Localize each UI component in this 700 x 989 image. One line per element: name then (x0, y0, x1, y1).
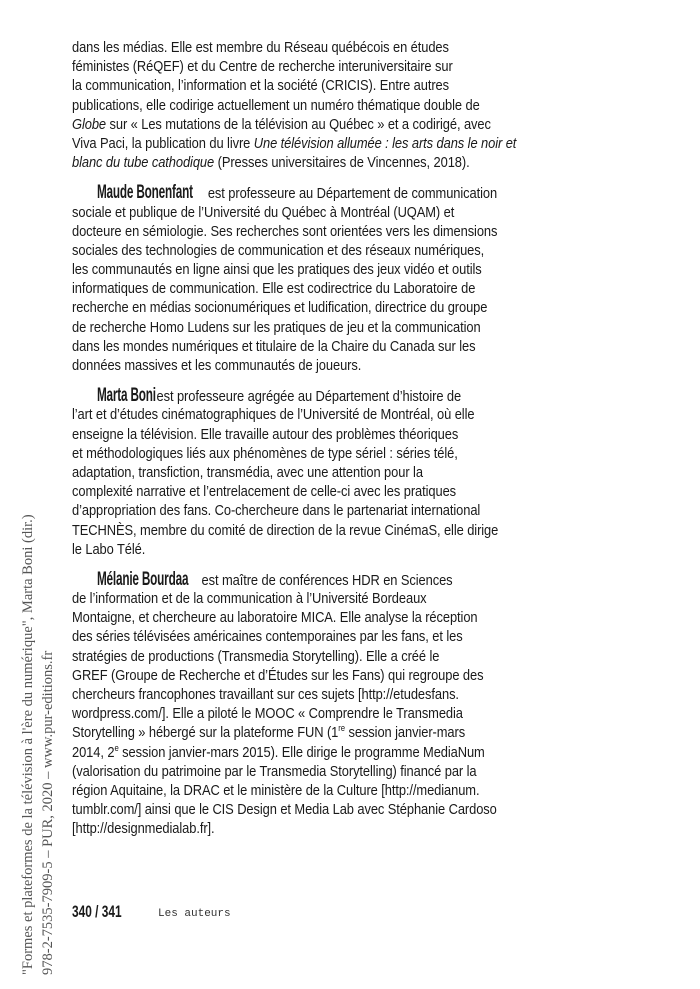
text-segment: le Labo Télé. (72, 540, 146, 558)
text-segment: Viva Paci, la publication du livre (72, 134, 254, 152)
text-line (72, 685, 588, 704)
text-segment: sur « Les mutations de la télévision au Québec » et a codirigé, avec (105, 115, 491, 133)
author-bio (72, 386, 672, 559)
text-segment: les communautés en ligne ainsi que les pratiques des jeux vidéo et outils (72, 261, 482, 279)
text-line (72, 279, 588, 298)
text-segment: [http://designmedialab.fr]. (72, 820, 215, 838)
text-segment: l’art et d’études cinématographiques de l’Université de Montréal, où elle (72, 406, 475, 424)
text-line (72, 318, 588, 337)
text-segment: informatiques de communication. Elle est codirectrice du Laboratoire de (72, 280, 476, 298)
italic-title: blanc du tube cathodique (72, 154, 215, 172)
text-line (72, 222, 588, 241)
text-line (72, 425, 588, 444)
text-segment: de l’information et de la communication à l’Université Bordeaux (72, 590, 427, 608)
italic-title: Globe (72, 115, 106, 133)
text-line (72, 405, 588, 424)
text-segment: des séries télévisées américaines contemporaines par les fans, et les (72, 628, 463, 646)
text-segment: (valorisation du patrimoine par le Transmedia Storytelling) financé par la (72, 762, 477, 780)
text-segment: dans les mondes numériques et titulaire de la Chaire du Canada sur les (72, 337, 476, 355)
italic-title: Une télévision allumée : les arts dans le noir et (253, 134, 517, 152)
text-line (72, 241, 588, 260)
text-line (72, 386, 588, 405)
text-line (72, 153, 588, 172)
text-line (72, 356, 588, 375)
text-segment: d’appropriation des fans. Co-chercheure dans le partenariat international (72, 502, 481, 520)
text-line (72, 463, 588, 482)
text-segment: données massives et les communautés de joueurs. (72, 357, 362, 374)
text-segment: Storytelling » hébergé sur la plateforme FUN (1 (72, 724, 339, 742)
text-segment: wordpress.com/]. Elle a piloté le MOOC « Comprendre le Transmedia (72, 705, 463, 723)
text-segment: est professeure au Département de communication (204, 185, 498, 203)
side-citation (18, 514, 58, 975)
text-line (72, 762, 588, 781)
text-segment: GREF (Groupe de Recherche et d’Études sur les Fans) qui regroupe des (72, 666, 484, 684)
text-segment: région Aquitaine, la DRAC et le ministère de la Culture [http://medianum. (72, 781, 480, 799)
text-line (72, 183, 588, 202)
text-line (72, 134, 588, 153)
text-line (72, 704, 588, 723)
text-line (72, 115, 588, 134)
text-line (72, 781, 588, 800)
text-segment: docteure en sémiologie. Ses recherches sont orientées vers les dimensions (72, 222, 498, 240)
text-segment: enseigne la télévision. Elle travaille autour des problèmes théoriques (72, 425, 459, 443)
text-segment: sociales des technologies de communication et des réseaux numériques, (72, 241, 485, 259)
text-line (72, 260, 588, 279)
text-line (72, 444, 588, 463)
text-segment: Montaigne, et chercheure au laboratoire MICA. Elle analyse la réception (72, 609, 478, 627)
author-bio (72, 570, 672, 839)
text-line (72, 589, 588, 608)
text-segment: chercheurs francophones travaillant sur ces sujets [http://etudesfans. (72, 686, 459, 703)
text-line (72, 743, 588, 762)
text-segment: TECHNÈS, membre du comité de direction de la revue CinémaS, elle dirige (72, 521, 499, 539)
text-segment: session janvier-mars 2015). Elle dirige le programme MediaNum (118, 743, 485, 761)
text-segment: de recherche Homo Ludens sur les pratiques de jeu et la communication (72, 318, 481, 336)
text-line (72, 540, 588, 559)
text-line (72, 482, 588, 501)
text-segment: est maître de conférences HDR en Sciences (198, 571, 453, 589)
text-line (72, 203, 588, 222)
text-line (72, 76, 588, 95)
ordinal-suffix: e (114, 742, 119, 753)
author-name: Maude Bonenfant (96, 182, 193, 204)
text-line (72, 96, 588, 115)
text-line (72, 570, 588, 589)
side-citation-title: "Formes et plateformes de la télévision à l'ère du numérique", Marta Boni (dir.) (20, 514, 36, 975)
text-line (72, 38, 588, 57)
text-line (72, 819, 588, 838)
text-segment: stratégies de productions (Transmedia Storytelling). Elle a créé le (72, 647, 440, 665)
text-segment: session janvier-mars (344, 724, 466, 742)
text-segment: sociale et publique de l’Université du Québec à Montréal (UQAM) et (72, 203, 455, 221)
text-segment: 2014, 2 (72, 743, 115, 761)
text-segment: (Presses universitaires de Vincennes, 2018). (214, 154, 470, 172)
text-segment: publications, elle codirige actuellement un numéro thématique double de (72, 96, 480, 114)
text-line (72, 723, 588, 742)
text-segment: adaptation, transfiction, transmédia, avec une attention pour la (72, 463, 423, 481)
text-line (72, 57, 588, 76)
side-citation-isbn: 978-2-7535-7909-5 – PUR, 2020 – www.pur-editions.fr (40, 650, 56, 975)
page-number: 340 / 341 (72, 902, 122, 921)
text-segment: féministes (RéQEF) et du Centre de recherche interuniversitaire sur (72, 58, 453, 76)
text-line (72, 666, 588, 685)
author-bio (72, 183, 672, 375)
text-line (72, 501, 588, 520)
author-name: Marta Boni (96, 385, 156, 407)
text-line (72, 608, 588, 627)
author-name: Mélanie Bourdaa (96, 568, 189, 590)
running-footer-section: Les auteurs (158, 908, 231, 920)
text-segment: tumblr.com/] ainsi que le CIS Design et Media Lab avec Stéphanie Cardoso (72, 801, 497, 819)
text-segment: et méthodologiques liés aux phénomènes de type sériel : séries télé, (72, 444, 458, 462)
text-segment: complexité narrative et l’entrelacement de celle-ci avec les pratiques (72, 483, 457, 501)
text-line (72, 647, 588, 666)
text-segment: est professeure agrégée au Département d’histoire de (153, 388, 462, 406)
text-line (72, 800, 588, 819)
body-text (72, 38, 672, 850)
text-line (72, 627, 588, 646)
text-line (72, 521, 588, 540)
text-line (72, 298, 588, 317)
text-line (72, 337, 588, 356)
ordinal-suffix: re (338, 723, 345, 734)
text-segment: la communication, l’information et la société (CRICIS). Entre autres (72, 77, 450, 95)
text-segment: recherche en médias socionumériques et ludification, directrice du groupe (72, 299, 488, 317)
text-segment: dans les médias. Elle est membre du Réseau québécois en études (72, 39, 449, 56)
bio-continuation (72, 38, 672, 172)
